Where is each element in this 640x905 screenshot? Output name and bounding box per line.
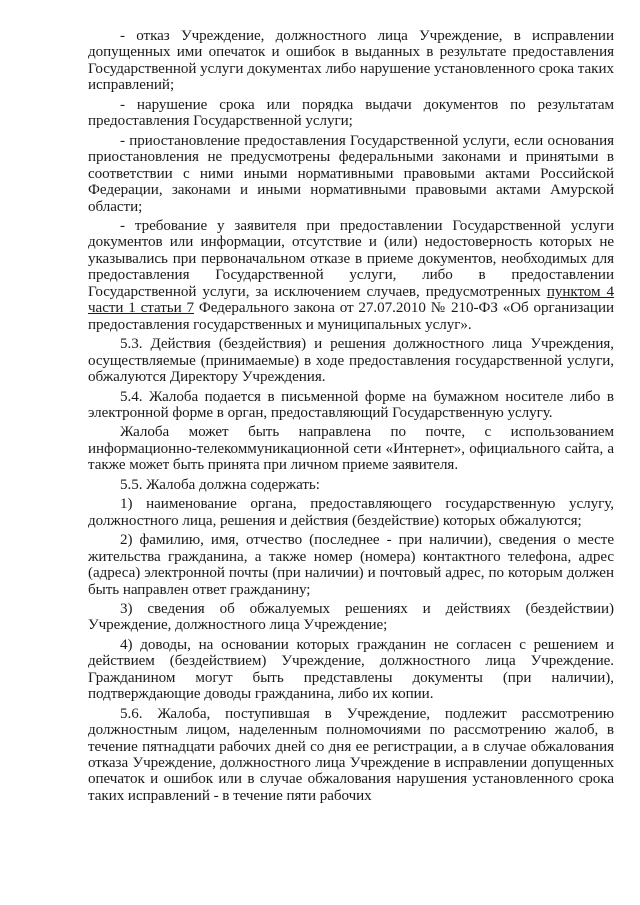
paragraph-document-requirement — [88, 218, 614, 333]
list-item-4: 4) доводы, на основании которых гражданин не согласен с решением и действием (бездействием) Учреждение, должностного лица Учреждение. Гражданином могут быть представлены документы (при наличии), подтверждающие доводы гражданина, либо их копии. — [88, 636, 614, 703]
paragraph-refusal-correction: - отказ Учреждение, должностного лица Учреждение, в исправлении допущенных ими опечаток и ошибок в выданных в результате предоставления Государственной услуги документах либо нарушение установленного срока таких исправлений; — [88, 28, 614, 94]
paragraph-document-requirement-text: - требование у заявителя при предоставлении Государственной услуги документов или информации, отсутствие и (или) недостоверность которых не указывались при первоначальном отказе в приеме документов, необходимых для предоставления Государственной услуги, либо в предоставлении Государственной услуги, за исключением случаев, предусмотренных — [88, 217, 614, 300]
law-article-link[interactable]: пунктом 4 части 1 статьи 7 — [88, 283, 615, 317]
section-5-3: 5.3. Действия (бездействия) и решения должностного лица Учреждения, осуществляемые (принимаемые) в ходе предоставления государственной услуги, обжалуются Директору Учреждения. — [88, 336, 614, 386]
list-item-3: 3) сведения об обжалуемых решениях и действиях (бездействии) Учреждение, должностного лица Учреждение; — [88, 600, 614, 634]
section-5-4: 5.4. Жалоба подается в письменной форме на бумажном носителе либо в электронной форме в орган, предоставляющий Государственную услугу. — [88, 388, 614, 421]
section-5-6: 5.6. Жалоба, поступившая в Учреждение, подлежит рассмотрению должностным лицом, наделенным полномочиями по рассмотрению жалоб, в течение пятнадцати рабочих дней со дня ее регистрации, а в случае обжалования отказа Учреждение, должностного лица Учреждение в исправлении допущенных опечаток и ошибок или в случае обжалования нарушения установленного срока таких исправлений - в течение пяти рабочих — [88, 705, 614, 804]
paragraph-complaint-channels: Жалоба может быть направлена по почте, с использованием информационно-телекоммуникационной сети «Интернет», официального сайта, а также может быть принята при личном приеме заявителя. — [88, 424, 614, 474]
list-item-1: 1) наименование органа, предоставляющего государственную услугу, должностного лица, решения и действия (бездействие) которых обжалуются; — [88, 496, 614, 529]
list-item-2: 2) фамилию, имя, отчество (последнее - при наличии), сведения о месте жительства гражданина, а также номер (номера) контактного телефона, адрес (адреса) электронной почты (при наличии) и почтовый адрес, по которым должен быть направлен ответ гражданину; — [88, 532, 614, 598]
paragraph-document-requirement-tail: Федерального закона от 27.07.2010 № 210-ФЗ «Об организации предоставления государственных и муниципальных услуг». — [88, 300, 614, 333]
section-5-5: 5.5. Жалоба должна содержать: — [120, 476, 320, 493]
paragraph-suspension: - приостановление предоставления Государственной услуги, если основания приостановления не предусмотрены федеральными законами и принятыми в соответствии с ними иными нормативными правовыми актами Российской Федерации, законами и иными нормативными правовыми актами Амурской области; — [88, 132, 614, 215]
paragraph-deadline-violation: - нарушение срока или порядка выдачи документов по результатам предоставления Государственной услуги; — [88, 96, 614, 130]
